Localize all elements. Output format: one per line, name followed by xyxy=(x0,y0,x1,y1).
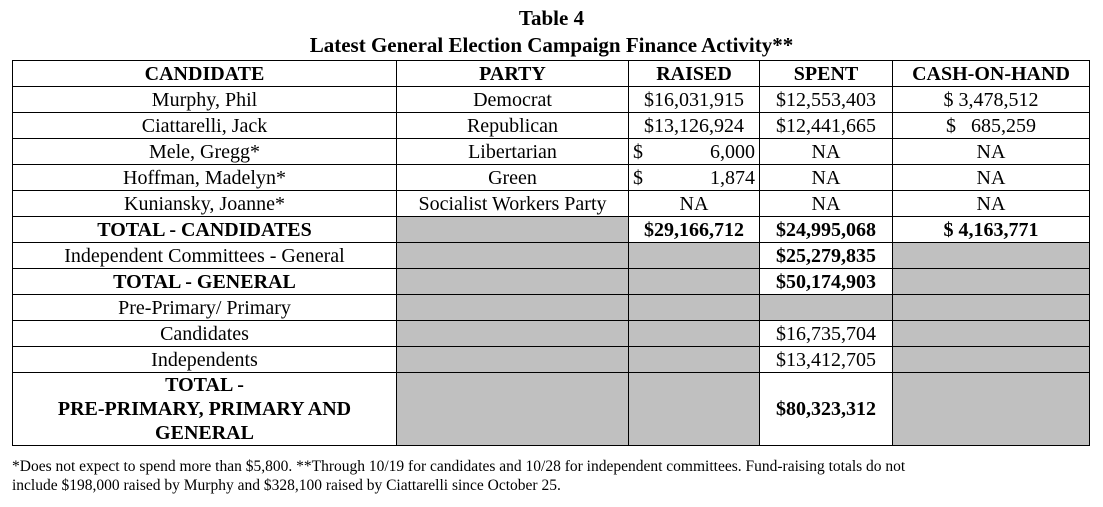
empty-shaded-cell xyxy=(629,347,760,373)
spent-value: NA xyxy=(760,139,893,165)
candidate-party: Republican xyxy=(397,113,629,139)
spent-value: NA xyxy=(760,191,893,217)
table-number: Table 4 xyxy=(518,6,585,30)
total-candidates-label: TOTAL - CANDIDATES xyxy=(13,217,397,243)
total-cash-value xyxy=(893,217,1090,243)
empty-shaded-cell xyxy=(893,373,1090,446)
pre-primary-row xyxy=(13,295,1090,321)
candidate-party: Green xyxy=(397,165,629,191)
header-raised: RAISED xyxy=(629,61,760,87)
finance-table xyxy=(12,60,1090,446)
grand-total-label-line1: TOTAL - xyxy=(165,374,244,396)
candidate-party: Socialist Workers Party xyxy=(397,191,629,217)
grand-total-label-line3: GENERAL xyxy=(155,422,254,444)
header-row xyxy=(13,61,1090,87)
empty-shaded-cell xyxy=(629,269,760,295)
header-party: PARTY xyxy=(397,61,629,87)
empty-shaded-cell xyxy=(397,321,629,347)
empty-shaded-cell xyxy=(397,347,629,373)
table-row xyxy=(13,113,1090,139)
cash-amount: 3,478,512 xyxy=(958,88,1039,111)
candidate-name: Kuniansky, Joanne* xyxy=(13,191,397,217)
empty-shaded-cell xyxy=(629,321,760,347)
total-spent-value: $24,995,068 xyxy=(760,217,893,243)
spent-value: $12,441,665 xyxy=(760,113,893,139)
candidate-party: Democrat xyxy=(397,87,629,113)
grand-total-label-line2: PRE-PRIMARY, PRIMARY AND xyxy=(57,398,352,420)
spent-value: NA xyxy=(760,165,893,191)
empty-shaded-cell xyxy=(893,295,1090,321)
header-cash-on-hand: CASH-ON-HAND xyxy=(893,61,1090,87)
pp-independents-row xyxy=(13,347,1090,373)
cash-sign: $ xyxy=(946,114,956,137)
empty-shaded-cell xyxy=(397,373,629,446)
cash-value: NA xyxy=(893,165,1090,191)
independent-general-row xyxy=(13,243,1090,269)
cash-value xyxy=(893,113,1090,139)
raised-amount: 6,000 xyxy=(710,140,755,163)
empty-shaded-cell xyxy=(760,295,893,321)
empty-shaded-cell xyxy=(893,347,1090,373)
total-general-label: TOTAL - GENERAL xyxy=(13,269,397,295)
raised-value: NA xyxy=(629,191,760,217)
cash-amount: 4,163,771 xyxy=(958,218,1039,241)
raised-sign: $ xyxy=(633,166,643,189)
pp-candidates-label: Candidates xyxy=(13,321,397,347)
spent-value: $12,553,403 xyxy=(760,87,893,113)
empty-shaded-cell xyxy=(397,217,629,243)
raised-value xyxy=(629,165,760,191)
independent-general-label: Independent Committees - General xyxy=(13,243,397,269)
table-row xyxy=(13,139,1090,165)
cash-sign: $ xyxy=(943,218,954,241)
empty-shaded-cell xyxy=(629,243,760,269)
candidate-name: Hoffman, Madelyn* xyxy=(13,165,397,191)
grand-total-label xyxy=(13,373,397,446)
empty-shaded-cell xyxy=(893,269,1090,295)
cash-amount: 685,259 xyxy=(971,114,1036,137)
pre-primary-label: Pre-Primary/ Primary xyxy=(13,295,397,321)
raised-value: $13,126,924 xyxy=(629,113,760,139)
header-candidate: CANDIDATE xyxy=(13,61,397,87)
cash-value xyxy=(893,87,1090,113)
header-spent: SPENT xyxy=(760,61,893,87)
pp-candidates-row xyxy=(13,321,1090,347)
total-raised-value: $29,166,712 xyxy=(629,217,760,243)
raised-value xyxy=(629,139,760,165)
table-row xyxy=(13,165,1090,191)
total-general-spent: $50,174,903 xyxy=(760,269,893,295)
empty-shaded-cell xyxy=(629,295,760,321)
table-row xyxy=(13,191,1090,217)
candidate-name: Murphy, Phil xyxy=(13,87,397,113)
candidate-party: Libertarian xyxy=(397,139,629,165)
footnote-line2: include $198,000 raised by Murphy and $328,100 raised by Ciattarelli since October 25. xyxy=(12,477,561,494)
cash-value: NA xyxy=(893,191,1090,217)
cash-value: NA xyxy=(893,139,1090,165)
total-candidates-row xyxy=(13,217,1090,243)
raised-amount: 1,874 xyxy=(710,166,755,189)
footnote-line1: *Does not expect to spend more than $5,800. **Through 10/19 for candidates and 10/28 for independent committees. Fund-raising totals do not xyxy=(12,458,906,475)
footnote xyxy=(12,457,1092,495)
independent-general-spent: $25,279,835 xyxy=(760,243,893,269)
empty-shaded-cell xyxy=(629,373,760,446)
empty-shaded-cell xyxy=(893,321,1090,347)
pp-independents-label: Independents xyxy=(13,347,397,373)
raised-value: $16,031,915 xyxy=(629,87,760,113)
empty-shaded-cell xyxy=(397,295,629,321)
empty-shaded-cell xyxy=(397,243,629,269)
cash-sign: $ xyxy=(943,88,954,111)
empty-shaded-cell xyxy=(397,269,629,295)
table-title: Latest General Election Campaign Finance Activity** xyxy=(309,33,794,57)
empty-shaded-cell xyxy=(893,243,1090,269)
pp-candidates-spent: $16,735,704 xyxy=(760,321,893,347)
grand-total-spent: $80,323,312 xyxy=(760,373,893,446)
candidate-name: Ciattarelli, Jack xyxy=(13,113,397,139)
table-row xyxy=(13,87,1090,113)
candidate-name: Mele, Gregg* xyxy=(13,139,397,165)
raised-sign: $ xyxy=(633,140,643,163)
pp-independents-spent: $13,412,705 xyxy=(760,347,893,373)
grand-total-row xyxy=(13,373,1090,446)
total-general-row xyxy=(13,269,1090,295)
